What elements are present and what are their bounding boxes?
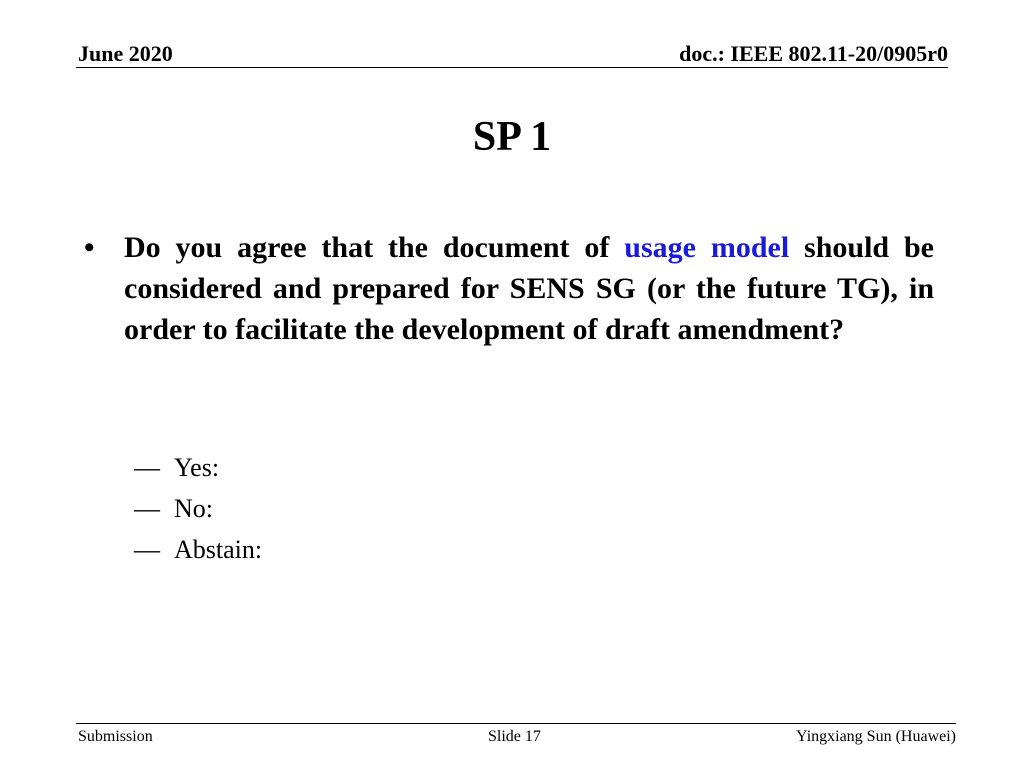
straw-poll-question — [124, 227, 934, 350]
header-divider — [76, 67, 948, 68]
vote-option-abstain — [134, 529, 262, 570]
question-highlight: usage model — [624, 231, 790, 264]
question-text-part2: should be considered and prepared for SENS SG (or the future TG), in order to facilitate the development of draft amendment? — [124, 231, 934, 346]
header-date: June 2020 — [78, 41, 173, 66]
dash-icon: — — [134, 494, 160, 523]
question-text-part1: Do you agree that the document of — [124, 231, 625, 264]
footer-author: Yingxiang Sun (Huawei) — [796, 728, 956, 745]
slide-title: SP 1 — [472, 114, 552, 160]
dash-icon: — — [134, 453, 160, 482]
vote-option-label: Abstain: — [174, 535, 263, 564]
dash-icon: — — [134, 535, 160, 564]
vote-option-no — [134, 488, 262, 529]
footer-submission: Submission — [78, 728, 153, 745]
vote-options-list — [134, 447, 262, 570]
footer-slide-number: Slide 17 — [488, 728, 541, 745]
header-doc-id: doc.: IEEE 802.11-20/0905r0 — [679, 41, 948, 66]
bullet-icon: • — [84, 231, 95, 264]
vote-option-label: No: — [174, 494, 213, 523]
vote-option-label: Yes: — [174, 453, 220, 482]
vote-option-yes — [134, 447, 262, 488]
footer-divider — [76, 723, 956, 724]
